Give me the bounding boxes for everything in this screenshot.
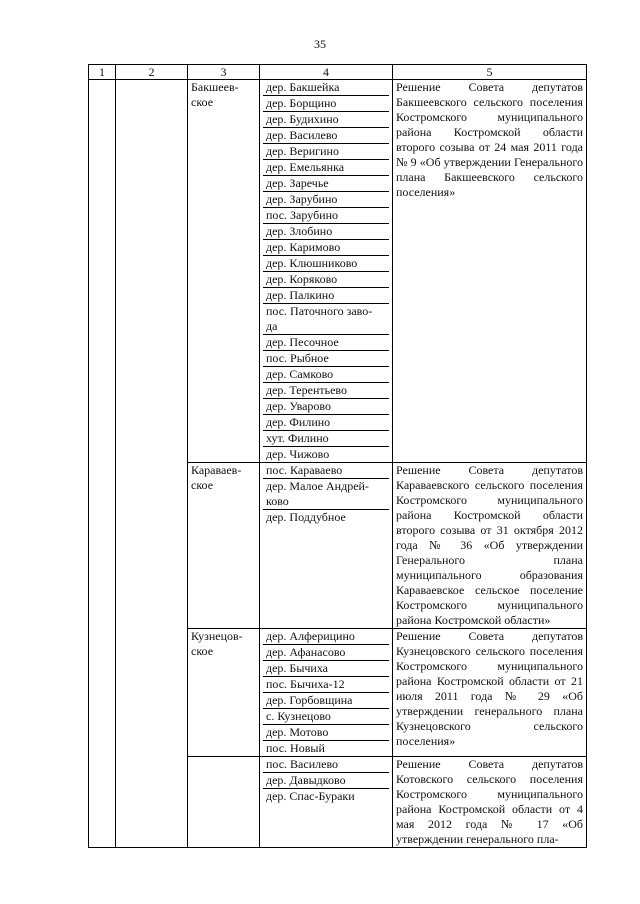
settlement-list (263, 463, 389, 525)
settlement-name: пос. Зарубино (263, 208, 389, 224)
list-item (263, 208, 389, 224)
settlement-list (263, 629, 389, 756)
list-item (263, 510, 389, 526)
list-item (263, 367, 389, 383)
settlement-name: дер. Злобино (263, 224, 389, 240)
list-item (263, 288, 389, 304)
settlement-name: пос. Рыбное (263, 351, 389, 367)
settlement-name: дер. Палкино (263, 288, 389, 304)
settlement-list-cell (260, 629, 393, 757)
list-item (263, 709, 389, 725)
settlement-name: дер. Бакшейка (263, 80, 389, 96)
list-item (263, 773, 389, 789)
decision-text: Решение Совета депутатов Кузнецовского сельского поселения Костромского муниципального района Костромской области от 21 июля 2011 года № 29 «Об утверждении генерального плана Кузнецовского сельского поселения» (393, 629, 587, 757)
settlement-name: дер. Песочное (263, 335, 389, 351)
list-item (263, 431, 389, 447)
list-item (263, 160, 389, 176)
list-item (263, 741, 389, 757)
settlement-name: дер. Заречье (263, 176, 389, 192)
col-1-cell (89, 80, 116, 848)
list-item (263, 240, 389, 256)
settlement-name: дер. Василево (263, 128, 389, 144)
list-item (263, 661, 389, 677)
settlement-name: дер. Алферицино (263, 629, 389, 645)
settlement-name: хут. Филино (263, 431, 389, 447)
settlement-name: дер. Терентьево (263, 383, 389, 399)
settlement-list-cell (260, 463, 393, 629)
settlements-table (88, 64, 587, 848)
settlement-name: дер. Малое Андрей- ково (263, 479, 389, 510)
settlement-name: пос. Новый (266, 741, 325, 755)
settlement-name: пос. Бычиха-12 (263, 677, 389, 693)
column-header-row (89, 65, 587, 80)
settlement-name: дер. Клюшниково (263, 256, 389, 272)
decision-text: Решение Совета депутатов Караваевского сельского поселения Костромского муниципального района Костромской области второго созыва от 31 октября 2012 года № 36 «Об утверждении Генерального плана муниципального образования Караваевское сельское поселение Костромского муниципального района Костромской области» (393, 463, 587, 629)
settlement-name: дер. Каримово (263, 240, 389, 256)
settlement-list-cell (260, 757, 393, 848)
settlement-name: дер. Веригино (263, 144, 389, 160)
col-2-cell (116, 80, 188, 848)
settlement-name: дер. Горбовщина (263, 693, 389, 709)
list-item (263, 144, 389, 160)
settlement-name: дер. Поддубное (266, 510, 346, 524)
settlement-name: пос. Караваево (263, 463, 389, 479)
list-item (263, 757, 389, 773)
municipality-name (188, 757, 260, 848)
list-item (263, 256, 389, 272)
decision-text: Решение Совета депутатов Бакшеевского сельского поселения Костромского муниципального района Костромской области второго созыва от 24 мая 2011 года № 9 «Об утверждении Генерального плана Бакшеевского сельского поселения» (393, 80, 587, 463)
list-item (263, 80, 389, 96)
municipality-name: Кузнецов- ское (188, 629, 260, 757)
municipality-name: Бакшеев- ское (188, 80, 260, 463)
list-item (263, 479, 389, 510)
settlement-name: дер. Филино (263, 415, 389, 431)
list-item (263, 176, 389, 192)
list-item (263, 351, 389, 367)
list-item (263, 629, 389, 645)
list-item (263, 725, 389, 741)
list-item (263, 677, 389, 693)
settlement-name: дер. Будихино (263, 112, 389, 128)
settlement-list (263, 757, 389, 804)
settlement-name: с. Кузнецово (263, 709, 389, 725)
settlement-name: дер. Чижово (266, 447, 330, 461)
settlement-name: дер. Давыдково (263, 773, 389, 789)
settlement-name: пос. Василево (263, 757, 389, 773)
list-item (263, 224, 389, 240)
decision-text: Решение Совета депутатов Котовского сельского поселения Костромского муниципального района Костромской области от 4 мая 2012 года № 17 «Об утверждении генерального пла- (393, 757, 587, 848)
settlement-name: дер. Борщино (263, 96, 389, 112)
column-header-3: 3 (188, 65, 260, 80)
settlement-list (263, 80, 389, 462)
list-item (263, 128, 389, 144)
settlement-name: дер. Зарубино (263, 192, 389, 208)
column-header-4: 4 (260, 65, 393, 80)
list-item (263, 272, 389, 288)
settlement-name: дер. Спас-Бураки (266, 789, 355, 803)
column-header-5: 5 (393, 65, 587, 80)
municipality-name: Караваев- ское (188, 463, 260, 629)
list-item (263, 383, 389, 399)
column-header-2: 2 (116, 65, 188, 80)
list-item (263, 335, 389, 351)
list-item (263, 399, 389, 415)
settlement-group-row (89, 80, 587, 463)
list-item (263, 693, 389, 709)
list-item (263, 192, 389, 208)
settlement-name: дер. Емельянка (263, 160, 389, 176)
column-header-1: 1 (89, 65, 116, 80)
settlement-name: дер. Уварово (263, 399, 389, 415)
settlement-name: дер. Самково (263, 367, 389, 383)
list-item (263, 304, 389, 335)
list-item (263, 789, 389, 805)
list-item (263, 415, 389, 431)
list-item (263, 463, 389, 479)
settlement-name: дер. Афанасово (263, 645, 389, 661)
list-item (263, 447, 389, 463)
list-item (263, 112, 389, 128)
list-item (263, 96, 389, 112)
settlement-name: дер. Коряково (263, 272, 389, 288)
settlement-list-cell (260, 80, 393, 463)
page-number: 35 (314, 37, 326, 51)
settlement-name: пос. Паточного заво- да (263, 304, 389, 335)
settlement-name: дер. Бычиха (263, 661, 389, 677)
settlement-name: дер. Мотово (263, 725, 389, 741)
list-item (263, 645, 389, 661)
